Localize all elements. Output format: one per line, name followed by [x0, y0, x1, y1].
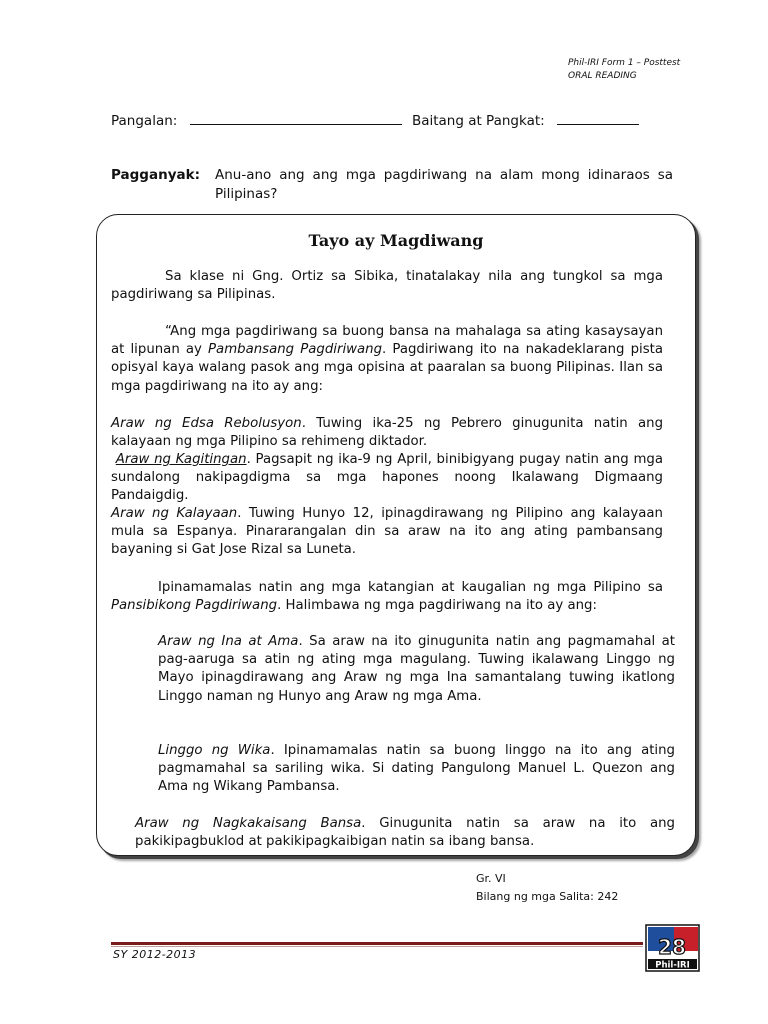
civic-parents-day-text: . Sa araw na ito ginugunita natin ang pagmamahal at pag-aaruga sa atin ng ating mga magulang. Tuwing ikalawang Linggo ng Mayo ipinagdirawang ang Araw ng mga Ina samantalang tuwing ikatlong Linggo naman ng Hunyo ang Araw ng mga Ama. — [158, 634, 676, 704]
paragraph-intro — [111, 268, 663, 304]
paragraph-national — [111, 323, 663, 396]
footer-rule-thin — [111, 946, 643, 947]
holiday-edsa — [111, 415, 663, 451]
form-header-title: Phil-IRI Form 1 – Posttest — [568, 58, 681, 68]
civic-language-week-text: . Ipinamamalas natin sa buong linggo na ito ang ating pagmamahal sa sariling wika. Si dating Pangulong Manuel L. Quezon ang Ama ng Wikang Pambansa. — [158, 743, 675, 795]
civic-language-week — [158, 742, 675, 797]
form-header-subtitle: ORAL READING — [568, 71, 637, 81]
civic-language-week-term: Linggo ng Wika — [158, 743, 271, 758]
holiday-edsa-term: Araw ng Edsa Rebolusyon — [111, 416, 302, 431]
holiday-kagitingan-term: Araw ng Kagitingan — [115, 452, 247, 467]
civic-parents-day-term: Araw ng Ina at Ama — [158, 634, 299, 649]
passage-meta — [476, 870, 618, 906]
civic-united-nations-term: Araw ng Nagkakaisang Bansa — [135, 816, 362, 831]
motivation-label: Pagganyak: — [111, 167, 200, 183]
holiday-kalayaan-text: . Tuwing Hunyo 12, ipinagdirawang ng Pilipino ang kalayaan mula sa Espanya. Pinararangalan din sa araw na ito ang ating pambansang bayaning si Gat Jose Rizal sa Luneta. — [111, 506, 663, 558]
paragraph-civic — [111, 579, 663, 615]
school-year: SY 2012-2013 — [113, 948, 197, 961]
story-box — [96, 214, 696, 856]
civic-holiday-term: Pansibikong Pagdiriwang — [111, 598, 278, 614]
civic-parents-day — [158, 633, 675, 706]
holiday-edsa-text: . Tuwing ika-25 ng Pebrero ginugunita natin ang kalayaan ng mga Pilipino sa rehimeng diktador. — [111, 416, 664, 450]
civic-united-nations-text: . Ginugunita natin sa araw na ito ang pakikipagbuklod at pakikipagkaibigan natin sa ibang bansa. — [135, 816, 675, 850]
story-title: Tayo ay Magdiwang — [308, 231, 484, 250]
paragraph-national-text-b: . Pagdiriwang ito na nakadeklarang pista opisyal kaya walang pasok ang mga opisina at paaralan sa buong Pilipinas. Ilan sa mga pagdiriwang na ito ay ang: — [111, 342, 663, 394]
phil-iri-logo — [645, 924, 700, 972]
holiday-kalayaan — [111, 505, 663, 560]
footer-rule — [111, 942, 643, 945]
name-label: Pangalan: — [111, 113, 178, 129]
holiday-kagitingan-text: . Pagsapit ng ika-9 ng April, binibigyang pugay natin ang mga sundalong nakipagdigma sa mga hapones noong Ikalawang Digmaang Pandaigdig. — [111, 452, 664, 504]
holiday-kagitingan — [111, 451, 663, 506]
paragraph-national-text-a: “Ang mga pagdiriwang sa buong bansa na mahalaga sa ating kasaysayan at lipunan ay — [111, 324, 663, 358]
motivation-section — [111, 166, 673, 204]
grade-label: Baitang at Pangkat: — [411, 113, 545, 129]
grade-blank-line[interactable] — [557, 112, 639, 125]
motivation-question: Anu-ano ang ang mga pagdiriwang na alam mong idinaraos sa Pilipinas? — [215, 167, 673, 202]
logo-label: Phil-IRI — [655, 960, 690, 971]
svg-text:28: 28 — [658, 935, 686, 959]
holiday-kalayaan-term: Araw ng Kalayaan — [111, 506, 238, 521]
civic-united-nations — [135, 815, 675, 851]
paragraph-civic-text-a: Ipinamamalas natin ang mga katangian at kaugalian ng mga Pilipino sa — [158, 580, 663, 595]
paragraph-civic-text-b: . Halimbawa ng mga pagdiriwang na ito ay ang: — [277, 598, 597, 614]
grade-level: Gr. VI — [476, 872, 506, 885]
national-holiday-term: Pambansang Pagdiriwang — [208, 342, 383, 358]
form-header — [568, 57, 680, 83]
word-count: Bilang ng mga Salita: 242 — [476, 890, 619, 903]
paragraph-intro-text: Sa klase ni Gng. Ortiz sa Sibika, tinatalakay nila ang tungkol sa mga pagdiriwang sa Pilipinas. — [111, 269, 663, 303]
student-fields — [111, 112, 639, 129]
name-blank-line[interactable] — [190, 112, 402, 125]
